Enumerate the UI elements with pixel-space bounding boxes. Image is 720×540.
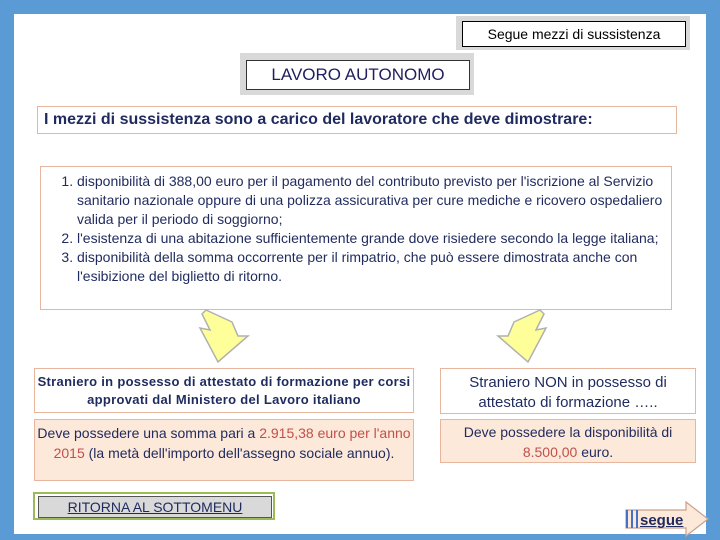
frame-edge-bottom xyxy=(0,534,720,540)
requirement-item: 1. disponibilità di 388,00 euro per il pagamento del contributo previsto per l'iscrizione al Servizio sanitario nazionale oppure di una polizza assicurativa per cure mediche e ricovero ospedaliero valida per il periodo di soggiorno; xyxy=(77,172,663,229)
next-link[interactable]: segue xyxy=(640,512,684,529)
left-case-body xyxy=(34,419,414,481)
return-button-frame xyxy=(33,492,275,520)
left-text-a: Deve possedere una somma pari a xyxy=(37,425,260,441)
down-arrow-icon xyxy=(192,306,252,364)
frame-edge-right xyxy=(706,0,720,540)
left-amount: 2.915,38 xyxy=(259,425,314,441)
left-year: 2015 xyxy=(53,445,85,461)
requirement-item: 3. disponibilità della somma occorrente per il rimpatrio, che può essere dimostrata anche con l'esibizione del biglietto di ritorno. xyxy=(77,248,663,286)
frame-edge-left xyxy=(0,0,14,540)
right-amount: 8.500,00 xyxy=(522,444,578,460)
return-to-submenu-button[interactable]: RITORNA AL SOTTOMENU xyxy=(38,496,272,518)
intro-text: I mezzi di sussistenza sono a carico del lavoratore che deve dimostrare: xyxy=(37,106,677,134)
right-case-header: Straniero NON in possesso di attestato di formazione ….. xyxy=(440,368,696,414)
left-text-b: euro per l'anno xyxy=(313,425,411,441)
requirements-box xyxy=(40,166,672,310)
right-text-a: Deve possedere la disponibilità di xyxy=(463,424,673,440)
page-title: LAVORO AUTONOMO xyxy=(246,60,470,90)
left-text-c: (la metà dell'importo dell'assegno sociale annuo). xyxy=(84,445,395,461)
right-case-body xyxy=(440,419,696,463)
requirement-item: 2. l'esistenza di una abitazione sufficientemente grande dove risiedere secondo la legge italiana; xyxy=(77,229,663,248)
mezzi-sussistenza-link[interactable]: Segue mezzi di sussistenza xyxy=(462,21,686,47)
frame-edge-top xyxy=(0,0,720,14)
right-text-b: euro. xyxy=(577,444,614,460)
down-arrow-icon xyxy=(494,306,554,364)
left-case-header: Straniero in possesso di attestato di formazione per corsi approvati dal Ministero del Lavoro italiano xyxy=(34,368,414,413)
requirements-list xyxy=(41,167,671,286)
